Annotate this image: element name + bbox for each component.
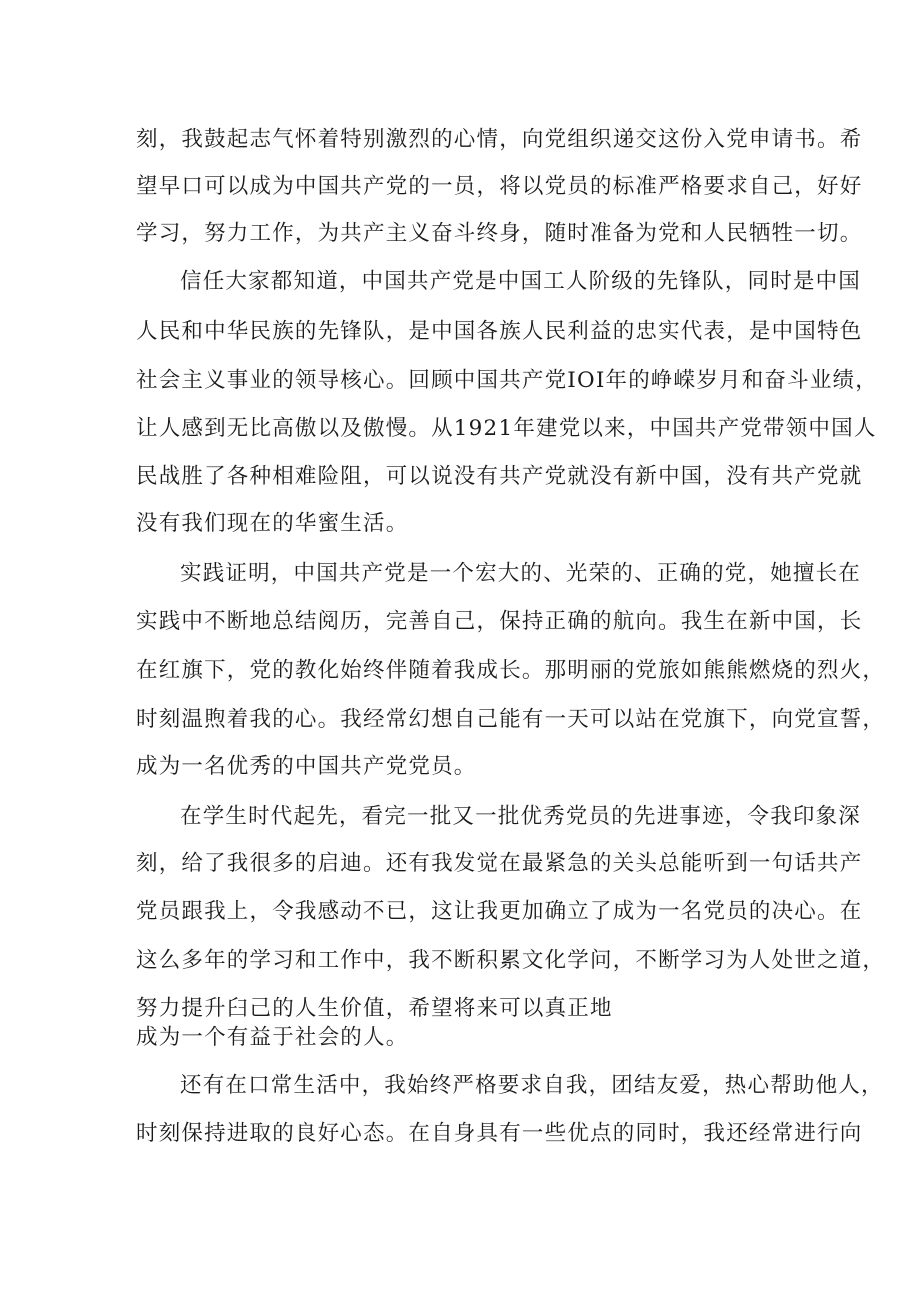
paragraph-first-line: 在学生时代起先，看完一批又一批优秀党员的先进事迹，令我印象深 (180, 804, 862, 829)
text-line: 刻，给了我很多的启迪。还有我发觉在最紧急的关头总能听到一句话共产 (136, 851, 863, 876)
text-line: 刻，我鼓起志气怀着特别激烈的心情，向党组织递交这份入党申请书。希 (136, 127, 863, 152)
text-line: 让人感到无比高傲以及傲慢。从1921年建党以来，中国共产党带领中国人 (136, 416, 877, 441)
text-line: 在红旗下，党的教化始终伴随着我成长。那明丽的党旅如熊熊燃烧的烈火， (136, 658, 886, 683)
text-line: 民战胜了各种相难险阻，可以说没有共产党就没有新中国，没有共产党就 (136, 464, 863, 489)
text-line: 这么多年的学习和工作中，我不断积累文化学问，不断学习为人处世之道， (136, 948, 886, 973)
text-line: 人民和中华民族的先锋队，是中国各族人民利益的忠实代表，是中国特色 (136, 319, 863, 344)
text-line: 没有我们现在的华蜜生活。 (136, 511, 409, 536)
text-line: 实践中不断地总结阅历，完善自己，保持正确的航向。我生在新中国，长 (136, 609, 863, 634)
paragraph-first-line: 信任大家都知道，中国共产党是中国工人阶级的先锋队，同时是中国 (180, 269, 862, 294)
text-line: 学习，努力工作，为共产主义奋斗终身，随时准备为党和人民牺牲一切。 (136, 221, 863, 246)
text-line: 成为一个有益于社会的人。 (136, 1025, 409, 1050)
text-line: 成为一名优秀的中国共产党党员。 (136, 754, 477, 779)
paragraph-first-line: 还有在口常生活中，我始终严格要求自我，团结友爱，热心帮助他人， (180, 1073, 884, 1098)
text-line: 社会主义事业的领导核心。回顾中国共产党IOI年的峥嵘岁月和奋斗业绩， (136, 368, 878, 393)
text-line: 努力提升臼己的人生价值，希望将来可以真正地 (136, 996, 613, 1021)
text-line: 党员跟我上，令我感动不已，这让我更加确立了成为一名党员的决心。在 (136, 899, 863, 924)
paragraph-first-line: 实践证明，中国共产党是一个宏大的、光荣的、正确的党，她擅长在 (180, 561, 862, 586)
text-line: 望早口可以成为中国共产党的一员，将以党员的标准严格要求自己，好好 (136, 174, 863, 199)
text-line: 时刻温煦着我的心。我经常幻想自己能有一天可以站在党旗下，向党宣誓， (136, 707, 886, 732)
text-line: 时刻保持进取的良好心态。在自身具有一些优点的同时，我还经常进行向 (136, 1121, 863, 1146)
